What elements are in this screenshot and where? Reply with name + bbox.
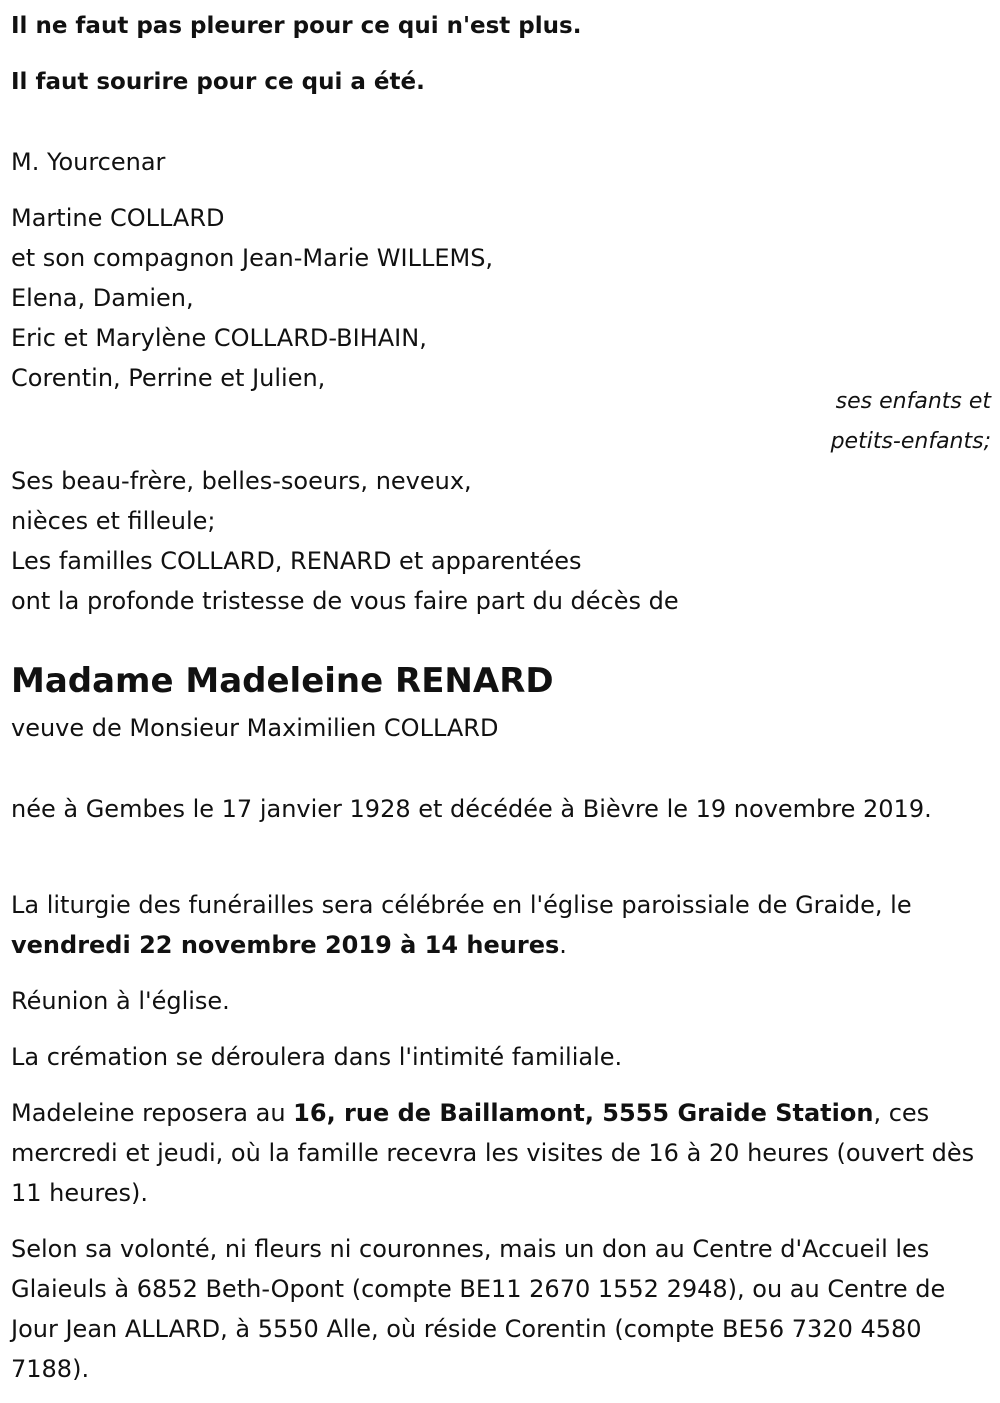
funeral-end: . — [559, 931, 567, 959]
family-line: nièces et filleule; — [11, 507, 216, 535]
family-line: Ses beau-frère, belles-soeurs, neveux, — [11, 467, 472, 495]
birth-death-dates: née à Gembes le 17 janvier 1928 et décédée à Bièvre le 19 novembre 2019. — [11, 795, 932, 823]
funeral-info — [11, 885, 986, 965]
family-line: Martine COLLARD — [11, 204, 225, 232]
announcement-line: ont la profonde tristesse de vous faire part du décès de — [11, 587, 679, 615]
funeral-intro: La liturgie des funérailles sera célébrée en l'église paroissiale de Graide, le — [11, 891, 912, 919]
cremation-info: La crémation se déroulera dans l'intimité familiale. — [11, 1043, 623, 1071]
donation-info: Selon sa volonté, ni fleurs ni couronnes, mais un don au Centre d'Accueil les Glaieuls à 6852 Beth-Opont (compte BE11 2670 1552 2948), ou au Centre de Jour Jean ALLARD, à 5550 Alle, où réside Corentin (compte BE56 7320 4580 7188). — [11, 1235, 946, 1383]
visitation-rest: , ces mercredi et jeudi, où la famille recevra les visites de 16 à 20 heures (ouvert dès 11 heures). — [11, 1099, 975, 1207]
family-line: Elena, Damien, — [11, 284, 194, 312]
quote-author: M. Yourcenar — [11, 148, 166, 176]
visitation-info — [11, 1093, 986, 1213]
meeting-info: Réunion à l'église. — [11, 987, 230, 1015]
family-line: Les familles COLLARD, RENARD et apparentées — [11, 547, 582, 575]
children-role-line-1: ses enfants et — [835, 389, 991, 414]
quote-line-1: Il ne faut pas pleurer pour ce qui n'est plus. — [11, 13, 582, 39]
visitation-address: 16, rue de Baillamont, 5555 Graide Station — [293, 1099, 874, 1127]
family-line: et son compagnon Jean-Marie WILLEMS, — [11, 244, 494, 272]
deceased-spouse: veuve de Monsieur Maximilien COLLARD — [11, 714, 499, 742]
children-role-line-2: petits-enfants; — [830, 429, 991, 454]
family-line: Corentin, Perrine et Julien, — [11, 364, 326, 392]
quote-line-2: Il faut sourire pour ce qui a été. — [11, 69, 425, 95]
family-line: Eric et Marylène COLLARD-BIHAIN, — [11, 324, 427, 352]
deceased-name: Madame Madeleine RENARD — [11, 661, 554, 701]
visitation-intro: Madeleine reposera au — [11, 1099, 294, 1127]
funeral-date: vendredi 22 novembre 2019 à 14 heures — [11, 931, 560, 959]
